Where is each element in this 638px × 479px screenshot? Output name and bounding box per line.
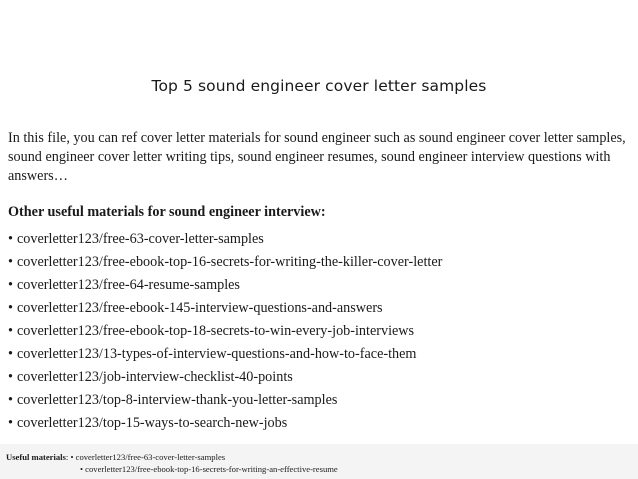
bullet-icon: •: [80, 464, 84, 474]
footer-link[interactable]: coverletter123/free-63-cover-letter-samples: [75, 452, 226, 462]
material-link[interactable]: coverletter123/free-63-cover-letter-samples: [17, 231, 264, 247]
bullet-icon: •: [70, 452, 74, 462]
footer-bar: [0, 444, 638, 479]
bullet-icon: •: [8, 415, 13, 431]
footer-line: [6, 452, 225, 463]
list-item[interactable]: [8, 343, 442, 366]
intro-paragraph: In this file, you can ref cover letter materials for sound engineer such as sound engineer cover letter samples, sound engineer cover letter writing tips, sound engineer resumes, sound engineer interview questions with answers…: [8, 130, 626, 184]
material-link[interactable]: coverletter123/free-ebook-top-18-secrets-to-win-every-job-interviews: [17, 323, 415, 339]
footer-label: Useful materials: [6, 452, 66, 462]
material-link[interactable]: coverletter123/top-8-interview-thank-you-letter-samples: [17, 392, 338, 408]
bullet-icon: •: [8, 300, 13, 316]
materials-heading: Other useful materials for sound engineer interview:: [8, 204, 326, 220]
bullet-icon: •: [8, 254, 13, 270]
footer-link[interactable]: coverletter123/free-ebook-top-16-secrets-for-writing-an-effective-resume: [85, 464, 338, 474]
material-link[interactable]: coverletter123/free-ebook-top-16-secrets-for-writing-the-killer-cover-letter: [17, 254, 443, 270]
list-item[interactable]: [8, 389, 442, 412]
material-link[interactable]: coverletter123/top-15-ways-to-search-new-jobs: [17, 415, 288, 431]
bullet-icon: •: [8, 392, 13, 408]
bullet-icon: •: [8, 323, 13, 339]
bullet-icon: •: [8, 277, 13, 293]
footer-separator: :: [65, 452, 69, 462]
materials-list: [8, 228, 442, 435]
page-title: Top 5 sound engineer cover letter samples: [151, 77, 487, 95]
list-item[interactable]: [8, 412, 442, 435]
list-item[interactable]: [8, 366, 442, 389]
material-link[interactable]: coverletter123/13-types-of-interview-questions-and-how-to-face-them: [17, 346, 417, 362]
material-link[interactable]: coverletter123/job-interview-checklist-40-points: [17, 369, 293, 385]
list-item[interactable]: [8, 274, 442, 297]
list-item[interactable]: [8, 320, 442, 343]
material-link[interactable]: coverletter123/free-64-resume-samples: [17, 277, 240, 293]
bullet-icon: •: [8, 346, 13, 362]
bullet-icon: •: [8, 231, 13, 247]
footer-line: [80, 464, 338, 475]
list-item[interactable]: [8, 297, 442, 320]
material-link[interactable]: coverletter123/free-ebook-145-interview-questions-and-answers: [17, 300, 383, 316]
list-item[interactable]: [8, 228, 442, 251]
list-item[interactable]: [8, 251, 442, 274]
bullet-icon: •: [8, 369, 13, 385]
